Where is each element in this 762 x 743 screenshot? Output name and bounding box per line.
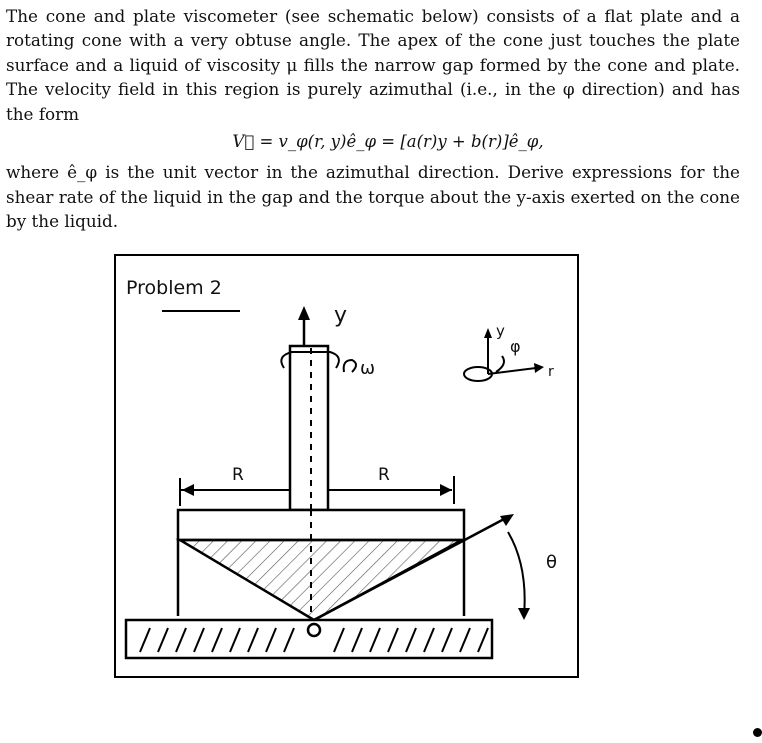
page-marker-dot	[753, 728, 762, 737]
inset-y-label: y	[496, 322, 505, 340]
left-radius-label: R	[232, 465, 244, 485]
inset-r-arrowhead	[534, 363, 544, 373]
right-dimension-arrowhead	[440, 484, 452, 496]
viscometer-schematic	[114, 254, 579, 678]
inset-r-label: r	[548, 364, 554, 380]
inset-phi-arrow	[496, 356, 504, 372]
theta-arc-arrowhead	[518, 608, 530, 620]
theta-arc	[508, 532, 525, 616]
velocity-equation: V⃗ = v_φ(r, y)ê_φ = [a(r)y + b(r)]ê_φ,	[232, 132, 544, 152]
y-axis-arrowhead	[298, 306, 310, 320]
right-radius-label: R	[378, 465, 390, 485]
schematic-drawing	[116, 256, 581, 680]
left-dimension-arrowhead	[182, 484, 194, 496]
cone-body	[180, 540, 462, 620]
problem-paragraph-2: where ê_φ is the unit vector in the azimuthal direction. Derive expressions for the shear rate of the liquid in the gap and the torque about the y-axis exerted on the cone by the liquid.	[6, 162, 740, 232]
theta-label: θ	[546, 552, 558, 573]
inset-r-axis	[488, 368, 536, 374]
cone-top-disk	[178, 510, 464, 540]
apex-contact-point	[308, 624, 320, 636]
inset-y-arrowhead	[484, 328, 492, 338]
y-axis-label: y	[334, 303, 348, 328]
rotation-arrow-tail	[344, 360, 356, 372]
inset-phi-label: φ	[510, 337, 521, 356]
problem-paragraph-1: The cone and plate viscometer (see schematic below) consists of a flat plate and a rotating cone with a very obtuse angle. The apex of the cone just touches the plate surface and a liquid of viscosity μ fills the narrow gap formed by the cone and plate. The velocity field in this region is purely azimuthal (i.e., in the φ direction) and has the form	[6, 6, 740, 124]
cone-shaft	[290, 346, 328, 510]
omega-label: ω	[360, 358, 376, 379]
problem-statement	[6, 4, 740, 234]
figure-heading: Problem 2	[126, 277, 222, 299]
